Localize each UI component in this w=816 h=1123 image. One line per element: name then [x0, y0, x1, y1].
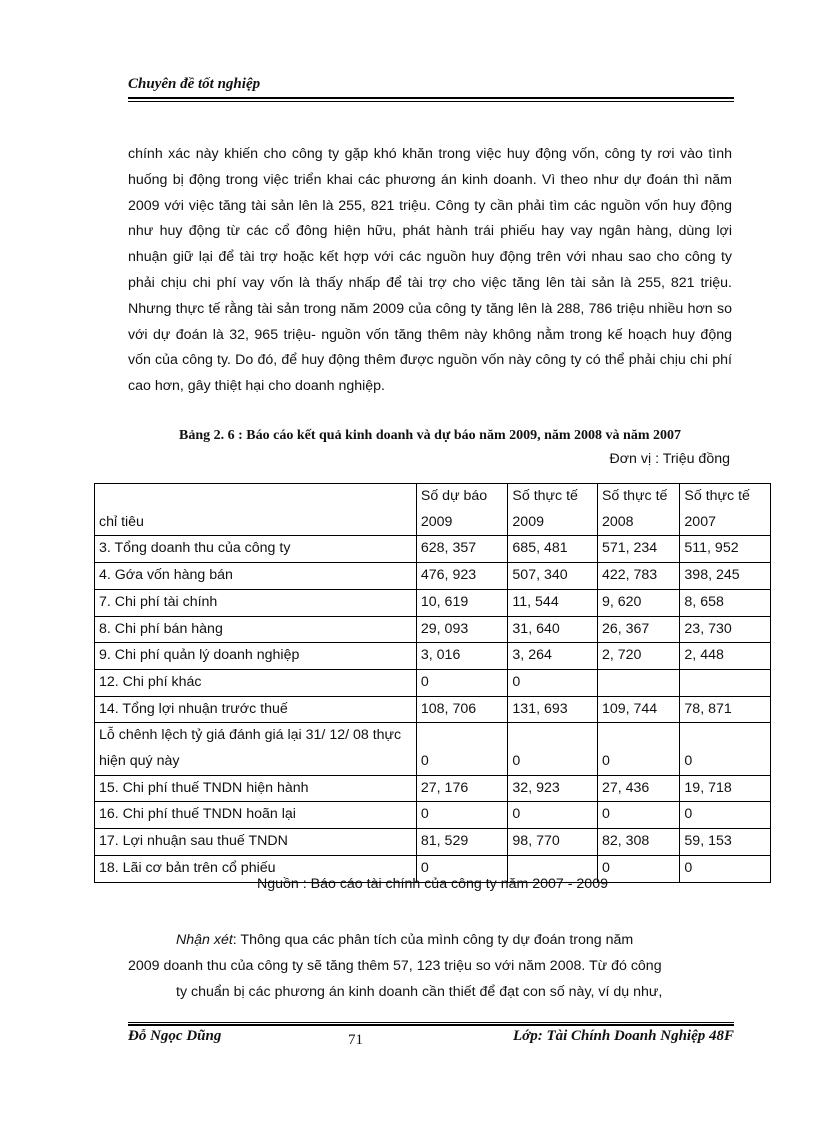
table-row	[95, 563, 771, 590]
value-cell: 0	[508, 802, 598, 829]
value-cell: 0	[416, 802, 508, 829]
value-cell: 78, 871	[680, 696, 771, 723]
comment-line-1: Nhận xét: Thông qua các phân tích của mình công ty dự đoán trong năm	[176, 932, 634, 948]
row-label-cell: 16. Chi phí thuế TNDN hoãn lại	[95, 802, 417, 829]
value-cell: 0	[680, 723, 771, 775]
value-cell: 2, 448	[680, 643, 771, 670]
row-label-cell: Lỗ chênh lệch tỷ giá đánh giá lại 31/ 12/ 08 thực hiện quý này	[95, 723, 417, 775]
value-cell: 8, 658	[680, 589, 771, 616]
value-cell: 0	[597, 855, 679, 882]
table-row	[95, 643, 771, 670]
intro-paragraph: chính xác này khiến cho công ty gặp khó khăn trong việc huy động vốn, công ty rơi vào tình huống bị động trong việc triển khai các phương án kinh doanh. Vì theo như dự đoán thì năm 2009 với việc tăng tài sản lên là 255, 821 triệu. Công ty cần phải tìm các nguồn vốn huy động như huy động từ các cổ đông hiện hữu, phát hành trái phiếu hay vay ngân hàng, dùng lợi nhuận giữ lại để tài trợ hoặc kết hợp với các nguồn huy động trên với nhau sao cho công ty phải chịu chi phí vay vốn là thấy nhấp để tài trợ cho việc tăng lên tài sản là 255, 821 triệu. Nhưng thực tế rằng tài sản trong năm 2009 của công ty tăng lên là 288, 786 triệu nhiều hơn so với dự đoán là 32, 965 triệu- nguồn vốn tăng thêm này không nằm trong kế hoạch huy động vốn của công ty. Do đó, để huy động thêm được nguồn vốn này công ty có thể phải chịu chi phí cao hơn, gây thiệt hại cho doanh nghiệp.	[128, 146, 732, 395]
value-cell: 98, 770	[508, 829, 598, 856]
header-rule	[128, 97, 734, 102]
row-label-cell: 18. Lãi cơ bản trên cổ phiếu	[95, 855, 417, 882]
value-cell: 0	[416, 855, 508, 882]
table-row	[95, 616, 771, 643]
table-row	[95, 829, 771, 856]
value-cell: 685, 481	[508, 536, 598, 563]
value-cell: 131, 693	[508, 696, 598, 723]
table-header-row	[95, 484, 771, 536]
row-label-cell: 15. Chi phí thuế TNDN hiện hành	[95, 775, 417, 802]
row-label-cell: 8. Chi phí bán hàng	[95, 616, 417, 643]
header-cell: Số dự báo 2009	[416, 484, 508, 536]
row-label-cell: 7. Chi phí tài chính	[95, 589, 417, 616]
value-cell: 26, 367	[597, 616, 679, 643]
value-cell: 2, 720	[597, 643, 679, 670]
header-cell: Số thực tế 2007	[680, 484, 771, 536]
row-label-cell: 14. Tổng lợi nhuận trước thuế	[95, 696, 417, 723]
report-table	[94, 483, 771, 883]
value-cell: 511, 952	[680, 536, 771, 563]
value-cell: 27, 176	[416, 775, 508, 802]
footer-class-name: Lớp: Tài Chính Doanh Nghiệp 48F	[512, 1028, 734, 1044]
value-cell: 0	[597, 802, 679, 829]
value-cell: 32, 923	[508, 775, 598, 802]
comment-line-3: ty chuẩn bị các phương án kinh doanh cần thiết để đạt con số này, ví dụ như,	[176, 983, 663, 1000]
table-source: Nguồn : Báo cáo tài chính của công ty năm 2007 - 2009	[257, 876, 608, 892]
value-cell: 422, 783	[597, 563, 679, 590]
footer-rule	[128, 1022, 734, 1026]
table-row	[95, 775, 771, 802]
row-label-cell: 12. Chi phí khác	[95, 669, 417, 696]
value-cell: 0	[416, 669, 508, 696]
header-cell: chỉ tiêu	[95, 484, 417, 536]
value-cell: 29, 093	[416, 616, 508, 643]
table-row	[95, 802, 771, 829]
value-cell: 476, 923	[416, 563, 508, 590]
table-row	[95, 669, 771, 696]
value-cell: 0	[680, 802, 771, 829]
value-cell: 0	[597, 723, 679, 775]
value-cell: 31, 640	[508, 616, 598, 643]
table-row	[95, 589, 771, 616]
value-cell: 82, 308	[597, 829, 679, 856]
value-cell: 0	[508, 669, 598, 696]
value-cell: 0	[508, 723, 598, 775]
value-cell: 507, 340	[508, 563, 598, 590]
header-cell: Số thực tế 2008	[597, 484, 679, 536]
document-header-title: Chuyên đề tốt nghiệp	[128, 76, 261, 92]
value-cell: 11, 544	[508, 589, 598, 616]
table-row	[95, 723, 771, 775]
row-label-cell: 3. Tổng doanh thu của công ty	[95, 536, 417, 563]
table-caption: Bảng 2. 6 : Báo cáo kết quả kinh doanh và dự báo năm 2009, năm 2008 và năm 2007	[179, 428, 681, 443]
table-row	[95, 696, 771, 723]
value-cell: 81, 529	[416, 829, 508, 856]
value-cell: 9, 620	[597, 589, 679, 616]
value-cell: 59, 153	[680, 829, 771, 856]
comment-line-2: 2009 doanh thu của công ty sẽ tăng thêm 57, 123 triệu so với năm 2008. Từ đó công	[128, 957, 662, 974]
value-cell: 10, 619	[416, 589, 508, 616]
value-cell: 19, 718	[680, 775, 771, 802]
value-cell: 571, 234	[597, 536, 679, 563]
value-cell: 3, 016	[416, 643, 508, 670]
value-cell: 109, 744	[597, 696, 679, 723]
value-cell: 108, 706	[416, 696, 508, 723]
row-label-cell: 9. Chi phí quản lý doanh nghiệp	[95, 643, 417, 670]
value-cell	[680, 669, 771, 696]
value-cell	[597, 669, 679, 696]
table-row	[95, 536, 771, 563]
value-cell: 628, 357	[416, 536, 508, 563]
header-cell: Số thực tế 2009	[508, 484, 598, 536]
value-cell: 0	[416, 723, 508, 775]
page-number: 71	[348, 1032, 363, 1048]
comment-paragraph	[128, 928, 732, 1005]
value-cell: 3, 264	[508, 643, 598, 670]
table-unit: Đơn vị : Triệu đồng	[609, 451, 730, 467]
value-cell: 0	[680, 855, 771, 882]
value-cell: 398, 245	[680, 563, 771, 590]
footer-author: Đỗ Ngọc Dũng	[128, 1028, 222, 1044]
comment-label: Nhận xét	[176, 932, 233, 948]
value-cell: 27, 436	[597, 775, 679, 802]
row-label-cell: 17. Lợi nhuận sau thuế TNDN	[95, 829, 417, 856]
row-label-cell: 4. Gớa vốn hàng bán	[95, 563, 417, 590]
value-cell: 23, 730	[680, 616, 771, 643]
